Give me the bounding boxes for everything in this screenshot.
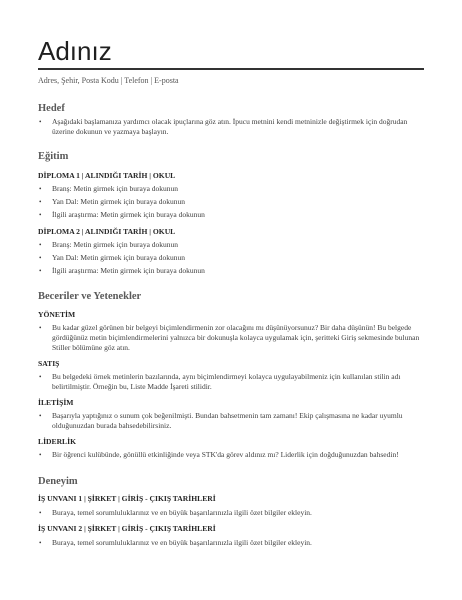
section-title-education[interactable]: Eğitim (38, 151, 69, 162)
skill-list (38, 372, 424, 392)
list-item-text: Yan Dal: Metin girmek için buraya dokunun (52, 253, 185, 262)
skill-group-heading[interactable]: YÖNETİM (38, 310, 76, 319)
bullet-icon: • (39, 412, 42, 420)
skill-group-heading[interactable]: İLETİŞİM (38, 398, 74, 407)
list-item[interactable] (38, 210, 424, 220)
education-entry-heading[interactable]: DİPLOMA 1 | ALINDIĞI TARİH | OKUL (38, 171, 176, 180)
bullet-icon: • (39, 267, 42, 275)
list-item-text: Branş: Metin girmek için buraya dokunun (52, 240, 179, 249)
bullet-icon: • (39, 118, 42, 126)
list-item[interactable] (38, 508, 424, 518)
section-experience (38, 475, 424, 548)
bullet-icon: • (39, 509, 42, 517)
list-item[interactable] (38, 323, 424, 353)
list-item[interactable] (38, 411, 424, 431)
section-title-skills[interactable]: Beceriler ve Yetenekler (38, 291, 142, 302)
bullet-icon: • (39, 254, 42, 262)
contact-line[interactable]: Adres, Şehir, Posta Kodu | Telefon | E-posta (38, 76, 179, 85)
list-item[interactable] (38, 253, 424, 263)
section-skills (38, 290, 424, 460)
section-education (38, 150, 424, 276)
list-item-text: Başarıyla yaptığınız o sunum çok beğenilmişti. Bundan bahsetmenin tam zamanı! Ekip çalışmasına ne kadar uyumlu olduğunuzdan burada bahsedebilirsiniz. (52, 411, 403, 430)
header-rule (38, 68, 424, 70)
list-item[interactable] (38, 117, 424, 137)
list-item[interactable] (38, 240, 424, 250)
skill-list (38, 450, 424, 460)
experience-list (38, 508, 424, 518)
list-item-text: Bu belgedeki örnek metinlerin bazılarında, aynı biçimlendirmeyi kolayca uygulayabilmeniz için kullanılan stilin adı belirtilmiştir. Örneğin bu, Liste Madde İşareti stilidir. (52, 372, 401, 391)
list-item-text: Yan Dal: Metin girmek için buraya dokunun (52, 197, 185, 206)
bullet-icon: • (39, 185, 42, 193)
list-item-text: Bir öğrenci kulübünde, gönüllü etkinliğinde veya STK'da görev aldınız mı? Liderlik için doğduğunuzdan bahsedin! (52, 450, 399, 459)
bullet-icon: • (39, 539, 42, 547)
objective-list (38, 117, 424, 137)
experience-list (38, 538, 424, 548)
education-list (38, 184, 424, 220)
list-item[interactable] (38, 538, 424, 548)
resume-name[interactable]: Adınız (38, 36, 112, 66)
bullet-icon: • (39, 241, 42, 249)
list-item[interactable] (38, 266, 424, 276)
list-item-text: Bu kadar güzel görünen bir belgeyi biçimlendirmenin zor olacağını mı düşünüyorsunuz? Bir daha düşünün! Bu belgede gördüğünüz metin biçimlendirmelerini yalnızca bir dokunuşla kolayca uygulamak için, şeritteki Giriş sekmesinde bulunan Stiller bölümüne göz atın. (52, 323, 420, 352)
skill-group-heading[interactable]: LİDERLİK (38, 437, 76, 446)
bullet-icon: • (39, 198, 42, 206)
skill-list (38, 323, 424, 353)
list-item[interactable] (38, 184, 424, 194)
skill-group-heading[interactable]: SATIŞ (38, 359, 60, 368)
list-item-text: Buraya, temel sorumluluklarınız ve en büyük başarılarınızla ilgili özet bilgiler ekleyin. (52, 538, 312, 547)
experience-entry-heading[interactable]: İŞ UNVANI 2 | ŞİRKET | GİRİŞ - ÇIKIŞ TARİHLERİ (38, 524, 216, 533)
list-item-text: Branş: Metin girmek için buraya dokunun (52, 184, 179, 193)
list-item-text: Aşağıdaki başlamanıza yardımcı olacak ipuçlarına göz atın. İpucu metnini kendi metninizle değiştirmek için doğrudan üzerine dokunun ve yazmaya başlayın. (52, 117, 408, 136)
education-entry-heading[interactable]: DİPLOMA 2 | ALINDIĞI TARİH | OKUL (38, 227, 176, 236)
list-item-text: İlgili araştırma: Metin girmek için buraya dokunun (52, 266, 205, 275)
bullet-icon: • (39, 211, 42, 219)
list-item-text: İlgili araştırma: Metin girmek için buraya dokunun (52, 210, 205, 219)
education-list (38, 240, 424, 276)
list-item-text: Buraya, temel sorumluluklarınız ve en büyük başarılarınızla ilgili özet bilgiler ekleyin. (52, 508, 312, 517)
bullet-icon: • (39, 451, 42, 459)
skill-list (38, 411, 424, 431)
bullet-icon: • (39, 324, 42, 332)
section-objective (38, 102, 424, 137)
list-item[interactable] (38, 372, 424, 392)
experience-entry-heading[interactable]: İŞ UNVANI 1 | ŞİRKET | GİRİŞ - ÇIKIŞ TARİHLERİ (38, 494, 216, 503)
bullet-icon: • (39, 373, 42, 381)
list-item[interactable] (38, 197, 424, 207)
list-item[interactable] (38, 450, 424, 460)
section-title-experience[interactable]: Deneyim (38, 476, 78, 487)
section-title-objective[interactable]: Hedef (38, 103, 65, 114)
